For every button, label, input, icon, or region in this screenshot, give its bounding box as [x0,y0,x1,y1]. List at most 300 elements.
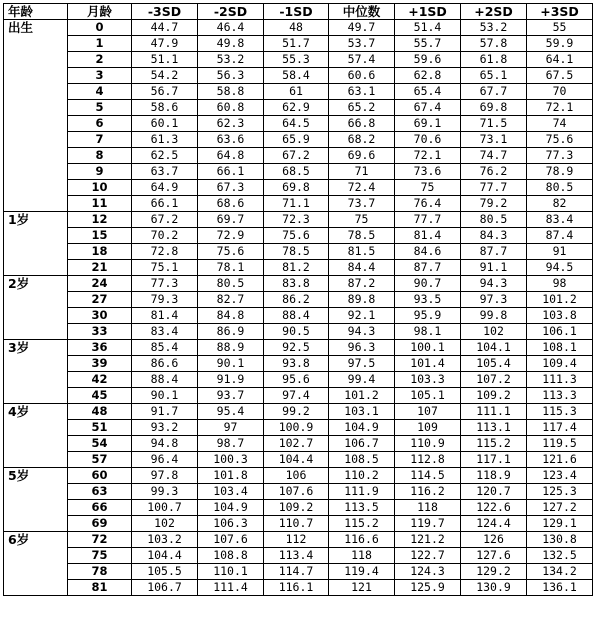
month-cell: 9 [68,164,132,180]
value-cell: 85.4 [132,340,198,356]
month-cell: 45 [68,388,132,404]
value-cell: 115.3 [527,404,593,420]
age-cell: 2岁 [4,276,68,292]
table-row [4,212,593,228]
value-cell: 130.9 [461,580,527,596]
value-cell: 65.4 [395,84,461,100]
value-cell: 116.2 [395,484,461,500]
value-cell: 57.4 [329,52,395,68]
value-cell: 91.9 [198,372,264,388]
value-cell: 61.3 [132,132,198,148]
value-cell: 116.1 [264,580,329,596]
value-cell: 77.3 [132,276,198,292]
header-median: 中位数 [329,4,395,20]
month-cell: 81 [68,580,132,596]
header-minus-2sd: -2SD [198,4,264,20]
value-cell: 69.8 [264,180,329,196]
value-cell: 124.3 [395,564,461,580]
value-cell: 121 [329,580,395,596]
value-cell: 58.6 [132,100,198,116]
value-cell: 67.5 [527,68,593,84]
value-cell: 126 [461,532,527,548]
value-cell: 72.1 [395,148,461,164]
value-cell: 87.4 [527,228,593,244]
age-cell: 4岁 [4,404,68,420]
age-cell [4,196,68,212]
value-cell: 68.5 [264,164,329,180]
table-row [4,132,593,148]
value-cell: 104.4 [132,548,198,564]
value-cell: 86.2 [264,292,329,308]
value-cell: 51.4 [395,20,461,36]
value-cell: 62.5 [132,148,198,164]
age-cell [4,100,68,116]
value-cell: 113.3 [527,388,593,404]
value-cell: 61 [264,84,329,100]
value-cell: 80.5 [527,180,593,196]
value-cell: 101.4 [395,356,461,372]
table-row [4,564,593,580]
value-cell: 110.7 [264,516,329,532]
value-cell: 51.1 [132,52,198,68]
value-cell: 107.6 [264,484,329,500]
value-cell: 53.2 [198,52,264,68]
value-cell: 93.5 [395,292,461,308]
value-cell: 101.2 [329,388,395,404]
value-cell: 86.6 [132,356,198,372]
value-cell: 118 [329,548,395,564]
age-cell [4,420,68,436]
value-cell: 82.7 [198,292,264,308]
value-cell: 116.6 [329,532,395,548]
value-cell: 127.6 [461,548,527,564]
age-cell [4,36,68,52]
month-cell: 72 [68,532,132,548]
value-cell: 56.3 [198,68,264,84]
value-cell: 64.8 [198,148,264,164]
table-row [4,100,593,116]
value-cell: 97 [198,420,264,436]
value-cell: 99.4 [329,372,395,388]
month-cell: 48 [68,404,132,420]
age-cell [4,68,68,84]
month-cell: 39 [68,356,132,372]
value-cell: 95.4 [198,404,264,420]
table-row [4,180,593,196]
value-cell: 81.2 [264,260,329,276]
value-cell: 112.8 [395,452,461,468]
age-cell [4,436,68,452]
value-cell: 83.4 [527,212,593,228]
value-cell: 92.5 [264,340,329,356]
value-cell: 49.7 [329,20,395,36]
month-cell: 63 [68,484,132,500]
value-cell: 115.2 [329,516,395,532]
value-cell: 65.9 [264,132,329,148]
value-cell: 65.1 [461,68,527,84]
table-row [4,276,593,292]
value-cell: 104.9 [198,500,264,516]
value-cell: 93.7 [198,388,264,404]
value-cell: 77.3 [527,148,593,164]
value-cell: 59.6 [395,52,461,68]
value-cell: 70.2 [132,228,198,244]
age-cell [4,356,68,372]
value-cell: 119.5 [527,436,593,452]
table-row [4,84,593,100]
value-cell: 47.9 [132,36,198,52]
value-cell: 122.7 [395,548,461,564]
age-cell [4,148,68,164]
value-cell: 114.7 [264,564,329,580]
month-cell: 7 [68,132,132,148]
month-cell: 60 [68,468,132,484]
age-cell [4,228,68,244]
value-cell: 103.2 [132,532,198,548]
value-cell: 81.4 [395,228,461,244]
table-row [4,452,593,468]
table-row [4,20,593,36]
value-cell: 91 [527,244,593,260]
age-cell [4,116,68,132]
value-cell: 71.5 [461,116,527,132]
age-cell [4,564,68,580]
month-cell: 0 [68,20,132,36]
value-cell: 66.1 [198,164,264,180]
value-cell: 69.6 [329,148,395,164]
value-cell: 100.3 [198,452,264,468]
value-cell: 66.1 [132,196,198,212]
value-cell: 75.6 [527,132,593,148]
value-cell: 70.6 [395,132,461,148]
header-plus-2sd: +2SD [461,4,527,20]
value-cell: 59.9 [527,36,593,52]
value-cell: 100.9 [264,420,329,436]
value-cell: 87.7 [461,244,527,260]
value-cell: 110.2 [329,468,395,484]
value-cell: 108.5 [329,452,395,468]
value-cell: 98.7 [198,436,264,452]
value-cell: 106.7 [132,580,198,596]
value-cell: 110.1 [198,564,264,580]
value-cell: 56.7 [132,84,198,100]
value-cell: 79.3 [132,292,198,308]
age-cell [4,484,68,500]
table-row [4,196,593,212]
value-cell: 124.4 [461,516,527,532]
value-cell: 125.3 [527,484,593,500]
table-row [4,68,593,84]
value-cell: 88.4 [132,372,198,388]
value-cell: 58.8 [198,84,264,100]
value-cell: 88.9 [198,340,264,356]
table-row [4,500,593,516]
value-cell: 78.1 [198,260,264,276]
month-cell: 24 [68,276,132,292]
age-cell [4,548,68,564]
value-cell: 51.7 [264,36,329,52]
value-cell: 88.4 [264,308,329,324]
value-cell: 104.1 [461,340,527,356]
value-cell: 55.3 [264,52,329,68]
table-row [4,244,593,260]
value-cell: 62.8 [395,68,461,84]
value-cell: 64.5 [264,116,329,132]
value-cell: 84.4 [329,260,395,276]
value-cell: 67.4 [395,100,461,116]
age-cell [4,452,68,468]
age-cell [4,308,68,324]
header-minus-1sd: -1SD [264,4,329,20]
value-cell: 102 [132,516,198,532]
value-cell: 121.6 [527,452,593,468]
value-cell: 58.4 [264,68,329,84]
month-cell: 10 [68,180,132,196]
value-cell: 136.1 [527,580,593,596]
table-row [4,292,593,308]
month-cell: 33 [68,324,132,340]
header-plus-1sd: +1SD [395,4,461,20]
value-cell: 105.5 [132,564,198,580]
header-plus-3sd: +3SD [527,4,593,20]
age-cell: 6岁 [4,532,68,548]
age-cell [4,84,68,100]
value-cell: 96.4 [132,452,198,468]
value-cell: 62.9 [264,100,329,116]
value-cell: 69.8 [461,100,527,116]
value-cell: 75 [395,180,461,196]
value-cell: 112 [264,532,329,548]
value-cell: 63.1 [329,84,395,100]
table-row [4,36,593,52]
value-cell: 96.3 [329,340,395,356]
value-cell: 90.5 [264,324,329,340]
value-cell: 108.8 [198,548,264,564]
table-row [4,548,593,564]
value-cell: 44.7 [132,20,198,36]
value-cell: 94.5 [527,260,593,276]
value-cell: 55.7 [395,36,461,52]
value-cell: 119.7 [395,516,461,532]
table-row [4,580,593,596]
value-cell: 80.5 [198,276,264,292]
value-cell: 109.2 [461,388,527,404]
value-cell: 81.4 [132,308,198,324]
value-cell: 72.3 [264,212,329,228]
value-cell: 86.9 [198,324,264,340]
value-cell: 118.9 [461,468,527,484]
value-cell: 64.1 [527,52,593,68]
table-row [4,356,593,372]
table-row [4,420,593,436]
table-row [4,516,593,532]
value-cell: 57.8 [461,36,527,52]
table-row [4,340,593,356]
month-cell: 54 [68,436,132,452]
value-cell: 117.4 [527,420,593,436]
value-cell: 102.7 [264,436,329,452]
value-cell: 123.4 [527,468,593,484]
value-cell: 54.2 [132,68,198,84]
value-cell: 129.1 [527,516,593,532]
age-cell: 1岁 [4,212,68,228]
header-minus-3sd: -3SD [132,4,198,20]
value-cell: 61.8 [461,52,527,68]
value-cell: 101.2 [527,292,593,308]
table-row [4,260,593,276]
value-cell: 78.9 [527,164,593,180]
value-cell: 67.7 [461,84,527,100]
value-cell: 107 [395,404,461,420]
value-cell: 103.8 [527,308,593,324]
value-cell: 110.9 [395,436,461,452]
header-row [4,4,593,20]
value-cell: 104.4 [264,452,329,468]
value-cell: 109 [395,420,461,436]
value-cell: 97.8 [132,468,198,484]
table-row [4,404,593,420]
value-cell: 68.6 [198,196,264,212]
value-cell: 79.2 [461,196,527,212]
value-cell: 78.5 [329,228,395,244]
value-cell: 93.8 [264,356,329,372]
value-cell: 73.7 [329,196,395,212]
age-cell [4,372,68,388]
table-body [4,20,593,596]
value-cell: 72.9 [198,228,264,244]
value-cell: 66.8 [329,116,395,132]
month-cell: 75 [68,548,132,564]
value-cell: 97.3 [461,292,527,308]
value-cell: 122.6 [461,500,527,516]
value-cell: 91.7 [132,404,198,420]
value-cell: 84.6 [395,244,461,260]
value-cell: 77.7 [461,180,527,196]
value-cell: 60.8 [198,100,264,116]
value-cell: 90.7 [395,276,461,292]
month-cell: 3 [68,68,132,84]
value-cell: 105.1 [395,388,461,404]
value-cell: 113.5 [329,500,395,516]
value-cell: 113.4 [264,548,329,564]
value-cell: 92.1 [329,308,395,324]
month-cell: 30 [68,308,132,324]
value-cell: 107.2 [461,372,527,388]
value-cell: 70 [527,84,593,100]
value-cell: 87.2 [329,276,395,292]
value-cell: 60.1 [132,116,198,132]
value-cell: 93.2 [132,420,198,436]
month-cell: 1 [68,36,132,52]
value-cell: 97.5 [329,356,395,372]
age-cell [4,580,68,596]
value-cell: 121.2 [395,532,461,548]
value-cell: 69.7 [198,212,264,228]
value-cell: 97.4 [264,388,329,404]
value-cell: 77.7 [395,212,461,228]
age-cell [4,500,68,516]
value-cell: 114.5 [395,468,461,484]
value-cell: 134.2 [527,564,593,580]
growth-standard-table [3,3,593,596]
month-cell: 51 [68,420,132,436]
month-cell: 66 [68,500,132,516]
value-cell: 87.7 [395,260,461,276]
value-cell: 94.3 [461,276,527,292]
value-cell: 89.8 [329,292,395,308]
value-cell: 119.4 [329,564,395,580]
value-cell: 117.1 [461,452,527,468]
month-cell: 6 [68,116,132,132]
value-cell: 84.8 [198,308,264,324]
value-cell: 125.9 [395,580,461,596]
age-cell [4,516,68,532]
table-row [4,164,593,180]
age-cell [4,260,68,276]
value-cell: 104.9 [329,420,395,436]
value-cell: 103.1 [329,404,395,420]
value-cell: 99.2 [264,404,329,420]
value-cell: 75 [329,212,395,228]
value-cell: 74.7 [461,148,527,164]
table-row [4,324,593,340]
month-cell: 15 [68,228,132,244]
value-cell: 106.1 [527,324,593,340]
value-cell: 94.3 [329,324,395,340]
month-cell: 57 [68,452,132,468]
value-cell: 98.1 [395,324,461,340]
value-cell: 90.1 [198,356,264,372]
value-cell: 130.8 [527,532,593,548]
value-cell: 105.4 [461,356,527,372]
month-cell: 18 [68,244,132,260]
value-cell: 78.5 [264,244,329,260]
age-cell [4,324,68,340]
month-cell: 69 [68,516,132,532]
value-cell: 99.3 [132,484,198,500]
month-cell: 12 [68,212,132,228]
value-cell: 102 [461,324,527,340]
value-cell: 95.9 [395,308,461,324]
table-row [4,484,593,500]
age-cell: 出生 [4,20,68,36]
table-row [4,52,593,68]
value-cell: 67.2 [264,148,329,164]
value-cell: 106.3 [198,516,264,532]
age-cell [4,292,68,308]
value-cell: 49.8 [198,36,264,52]
table-row [4,372,593,388]
value-cell: 90.1 [132,388,198,404]
value-cell: 118 [395,500,461,516]
month-cell: 4 [68,84,132,100]
value-cell: 64.9 [132,180,198,196]
value-cell: 73.1 [461,132,527,148]
value-cell: 95.6 [264,372,329,388]
value-cell: 120.7 [461,484,527,500]
value-cell: 100.1 [395,340,461,356]
value-cell: 65.2 [329,100,395,116]
value-cell: 111.3 [527,372,593,388]
value-cell: 115.2 [461,436,527,452]
age-cell: 5岁 [4,468,68,484]
month-cell: 27 [68,292,132,308]
value-cell: 80.5 [461,212,527,228]
value-cell: 75.6 [198,244,264,260]
value-cell: 91.1 [461,260,527,276]
value-cell: 109.4 [527,356,593,372]
age-cell [4,388,68,404]
